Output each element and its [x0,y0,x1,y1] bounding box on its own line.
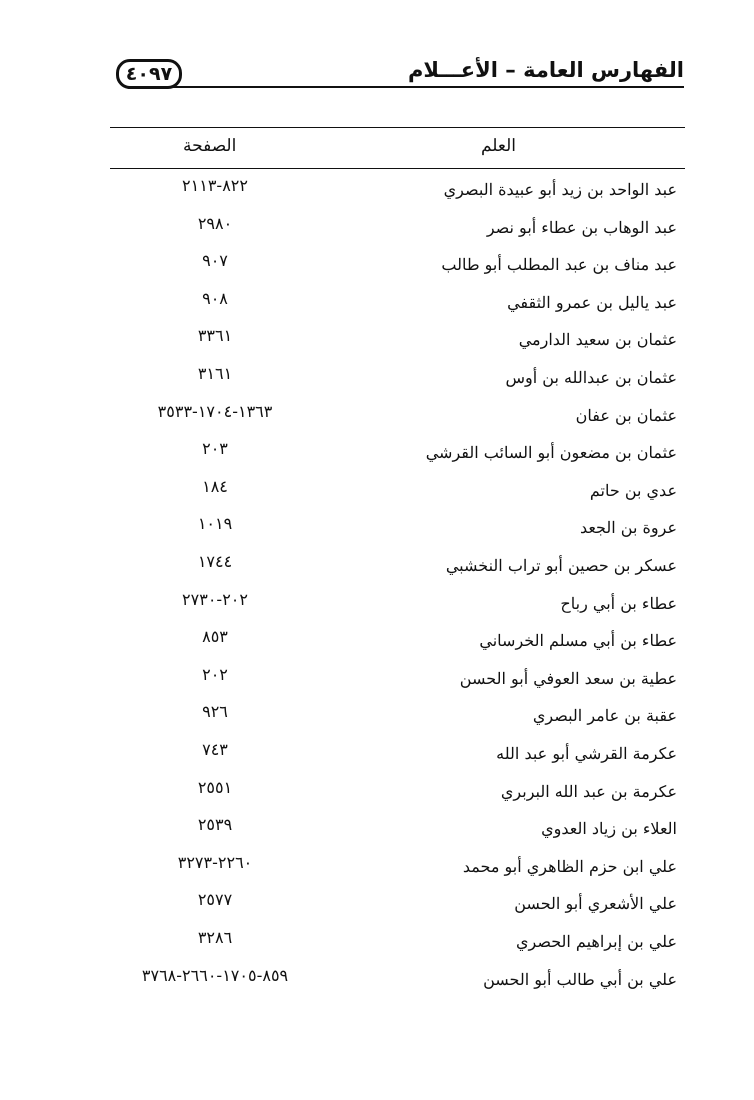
entry-pages: ١٣٦٣-١٧٠٤-٣٥٣٣ [157,401,273,421]
entry-name: عثمان بن سعيد الدارمي [518,330,677,350]
entry-name: عطاء بن أبي مسلم الخرساني [479,631,677,651]
table-row [110,665,677,695]
table-row [110,778,677,808]
table-row [110,740,677,770]
entry-pages: ١٧٤٤ [197,552,233,571]
entry-pages: ٨٢٢-٢١١٣ [182,176,248,195]
column-header-page: الصفحة [183,136,237,156]
entry-name: علي ابن حزم الظاهري أبو محمد [462,856,677,876]
entry-pages: ٨٥٣ [202,627,228,647]
column-header-name: العلم [480,136,516,156]
entry-name: علي الأشعري أبو الحسن [514,894,677,914]
entry-pages: ٢٠٢-٢٧٣٠ [182,589,248,609]
table-row [110,251,677,281]
entry-name: عروة بن الجعد [579,518,677,538]
table-row [110,439,677,469]
entry-pages: ٣١٦١ [197,364,233,383]
entry-name: عبد مناف بن عبد المطلب أبو طالب [441,255,677,275]
table-row [110,514,677,544]
entry-name: عثمان بن مضعون أبو السائب القرشي [425,443,677,463]
table-row [110,289,677,319]
entry-name: عسكر بن حصين أبو تراب النخشبي [445,556,677,575]
entry-pages: ٩٠٧ [202,251,228,271]
entry-name: عطية بن سعد العوفي أبو الحسن [459,668,677,688]
table-row [110,702,677,732]
entry-pages: ٨٥٩-١٧٠٥-٢٦٦٠-٣٧٦٨ [141,965,289,985]
entry-name: عبد ياليل بن عمرو الثقفي [507,292,677,312]
entry-pages: ٢٠٣ [202,439,228,459]
entry-name: العلاء بن زياد العدوي [541,819,677,839]
entry-pages: ٩٠٨ [202,288,228,308]
table-row [110,552,677,582]
table-row [110,176,677,206]
entry-name: عبد الوهاب بن عطاء أبو نصر [486,217,677,237]
entry-pages: ١٨٤ [202,476,228,496]
entry-pages: ٢٠٢ [202,664,228,684]
entry-name: عدي بن حاتم [589,480,677,500]
table-row [110,214,677,244]
entry-pages: ٢٢٦٠-٣٢٧٣ [177,852,253,872]
table-row [110,966,677,996]
entry-name: عقبة بن عامر البصري [532,706,677,726]
entry-pages: ٧٤٣ [202,740,228,759]
table-row [110,815,677,845]
table-row [110,326,677,356]
entry-name: عكرمة القرشي أبو عبد الله [496,744,677,763]
entry-pages: ٢٥٣٩ [197,815,233,835]
entry-pages: ١٠١٩ [197,514,233,534]
entry-pages: ٢٥٧٧ [197,890,233,910]
table-row [110,364,677,394]
page-number-badge: ٤٠٩٧ [116,59,182,89]
table-row [110,402,677,432]
table-row [110,477,677,507]
table-row [110,853,677,883]
running-title: الفهارس العامة – الأعـــلام [407,58,684,82]
entry-pages: ٩٢٦ [202,702,228,722]
entry-pages: ٣٢٨٦ [197,928,233,947]
table-row [110,627,677,657]
entry-pages: ٣٣٦١ [197,326,233,346]
entry-name: عبد الواحد بن زيد أبو عبيدة البصري [443,180,677,199]
table-row [110,928,677,958]
table-row [110,590,677,620]
entry-pages: ٢٥٥١ [197,777,233,797]
entry-pages: ٢٩٨٠ [197,213,233,233]
entry-name: عطاء بن أبي رباح [560,593,677,613]
table-row [110,890,677,920]
entry-name: عكرمة بن عبد الله البربري [500,781,677,801]
entry-name: عثمان بن عفان [575,405,677,425]
entry-name: علي بن إبراهيم الحصري [515,932,677,951]
entry-name: عثمان بن عبدالله بن أوس [505,368,677,387]
entry-name: علي بن أبي طالب أبو الحسن [483,969,677,989]
